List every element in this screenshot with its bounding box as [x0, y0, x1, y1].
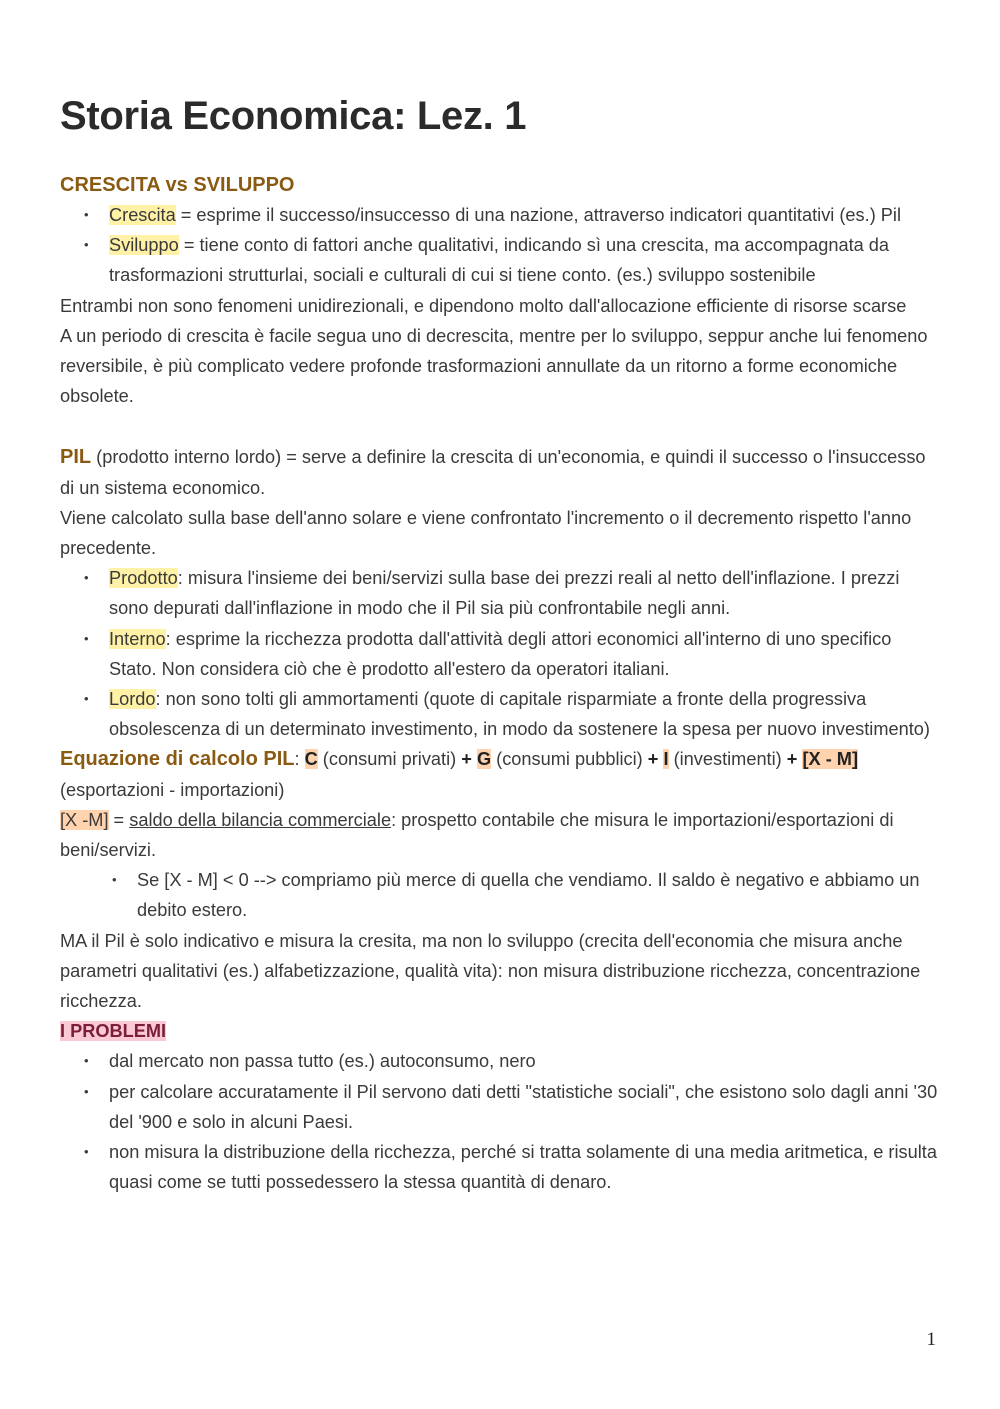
paragraph: Viene calcolato sulla base dell'anno solare e viene confrontato l'incremento o il decremento rispetto l'anno precedente.: [60, 507, 912, 559]
equation-paragraph: Equazione di calcolo PIL: C (consumi privati) + G (consumi pubblici) + I (investimenti) + [X - M] (esportazioni - importazioni): [60, 748, 859, 800]
definitions-list: [60, 200, 938, 291]
list-item: • Crescita = esprime il successo/insuccesso di una nazione, attraverso indicatori quantitativi (es.) Pil: [109, 200, 938, 230]
section-heading-equazione: Equazione di calcolo PIL: [60, 748, 295, 771]
term-highlight: Sviluppo: [109, 235, 179, 256]
xm-highlight: [X -M]: [60, 809, 109, 830]
list-item: • Sviluppo = tiene conto di fattori anche qualitativi, indicando sì una crescita, ma accompagnata da trasformazioni strutturlai, sociali e culturali di cui si tiene conto. (es.) sviluppo sostenibile: [109, 230, 938, 290]
section-heading-problemi: I PROBLEMI: [60, 1021, 167, 1042]
equation-term-c: C: [304, 749, 318, 770]
list-item: • dal mercato non passa tutto (es.) autoconsumo, nero: [109, 1046, 938, 1076]
section-heading-crescita-sviluppo: CRESCITA vs SVILUPPO: [60, 174, 295, 196]
equation-term-g: G: [476, 749, 492, 770]
list-item: • non misura la distribuzione della ricchezza, perché si tratta solamente di una media aritmetica, e risulta quasi come se tutti possedessero la stessa quantità di denaro.: [109, 1137, 938, 1197]
list-item: • Lordo: non sono tolti gli ammortamenti (quote di capitale risparmiate a fronte della progressiva obsolescenza di un determinato investimento, in modo da sostenere la spesa per nuovo investimento): [109, 684, 938, 744]
underlined-term: saldo della bilancia commerciale: [129, 809, 392, 830]
list-item: • Prodotto: misura l'insieme dei beni/servizi sulla base dei prezzi reali al netto dell'inflazione. I prezzi sono depurati dall'inflazione in modo che il Pil sia più confrontabile negli anni.: [109, 563, 938, 623]
sub-list: [60, 865, 938, 925]
paragraph: A un periodo di crescita è facile segua uno di decrescita, mentre per lo sviluppo, seppur anche lui fenomeno reversibile, è più complicato vedere profonde trasformazioni annullate da un ritorno a forme economiche obsolete.: [60, 325, 928, 407]
paragraph: [60, 1016, 938, 1046]
equation-term-xm: [X - M]: [802, 749, 859, 770]
list-item: • per calcolare accuratamente il Pil servono dati detti "statistiche sociali", che esistono solo dagli anni '30 del '900 e solo in alcuni Paesi.: [109, 1077, 938, 1137]
problems-list: [60, 1046, 938, 1197]
equation-term-i: I: [663, 749, 669, 770]
list-item: • Interno: esprime la ricchezza prodotta dall'attività degli attori economici all'interno di uno specifico Stato. Non considera ciò che è prodotto all'estero da operatori italiani.: [109, 624, 938, 684]
pil-terms-list: [60, 563, 938, 744]
list-item: • Se [X - M] < 0 --> compriamo più merce di quella che vendiamo. Il saldo è negativo e abbiamo un debito estero.: [137, 865, 938, 925]
term-highlight: Crescita: [109, 205, 176, 225]
term-highlight: Interno: [109, 628, 166, 649]
paragraph: PIL (prodotto interno lordo) = serve a definire la crescita di un'economia, e quindi il successo o l'insuccesso di un sistema economico.: [60, 446, 926, 498]
page-title: Storia Economica: Lez. 1: [60, 94, 527, 138]
section-heading-pil: PIL: [60, 446, 92, 469]
page-number: 1: [926, 1329, 936, 1350]
document-page: [60, 92, 938, 1198]
paragraph: Entrambi non sono fenomeni unidirezionali, e dipendono molto dall'allocazione efficiente di risorse scarse: [60, 295, 907, 316]
term-highlight: Lordo: [109, 689, 156, 710]
paragraph: MA il Pil è solo indicativo e misura la cresita, ma non lo sviluppo (crecita dell'economia che misura anche parametri qualitativi (es.) alfabetizzazione, qualità vita): non misura distribuzione ricchezza, concentrazione ricchezza.: [60, 930, 921, 1012]
term-highlight: Prodotto: [109, 568, 178, 589]
paragraph: [X -M] = saldo della bilancia commerciale: prospetto contabile che misura le importazioni/esportazioni di beni/servizi.: [60, 809, 894, 861]
